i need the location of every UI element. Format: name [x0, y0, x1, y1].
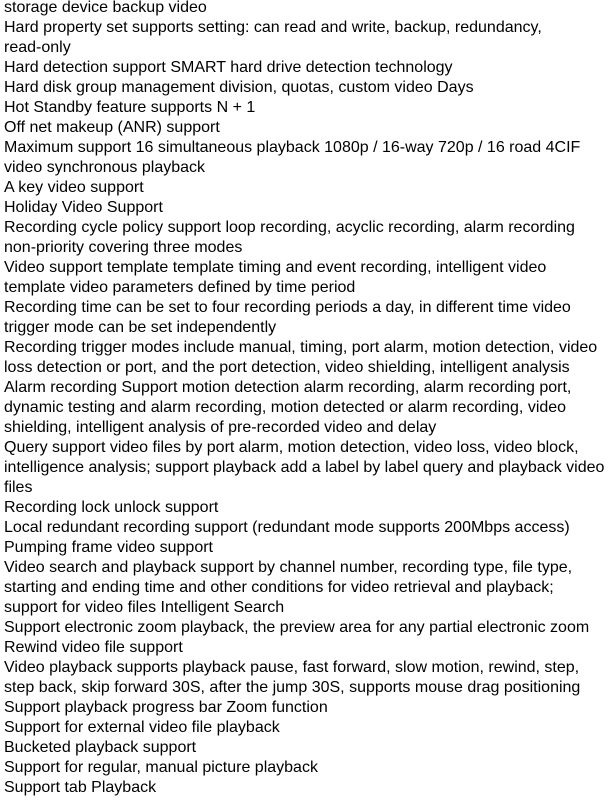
- feature-list-document: [4, 0, 607, 798]
- text-line: A key video support: [4, 179, 144, 196]
- text-line: support for video files Intelligent Search: [4, 599, 285, 616]
- text-line: Recording trigger modes include manual, timing, port alarm, motion detection, video: [4, 339, 598, 356]
- text-line: storage device backup video: [4, 0, 207, 16]
- text-line: Hard property set supports setting: can read and write, backup, redundancy,: [4, 19, 542, 36]
- text-line: Rewind video file support: [4, 639, 183, 656]
- text-line: loss detection or port, and the port detection, video shielding, intelligent analysis: [4, 359, 570, 376]
- text-line: Support tab Playback: [4, 779, 157, 796]
- text-line: Pumping frame video support: [4, 539, 213, 556]
- text-line: intelligence analysis; support playback add a label by label query and playback video: [4, 459, 605, 476]
- text-line: trigger mode can be set independently: [4, 319, 277, 336]
- text-line: Recording time can be set to four recording periods a day, in different time video: [4, 299, 571, 316]
- text-line: Hot Standby feature supports N + 1: [4, 99, 256, 116]
- text-line: non-priority covering three modes: [4, 239, 243, 256]
- text-line: Video playback supports playback pause, fast forward, slow motion, rewind, step,: [4, 659, 580, 676]
- text-line: Recording lock unlock support: [4, 499, 219, 516]
- text-line: template video parameters defined by time period: [4, 279, 356, 296]
- text-line: step back, skip forward 30S, after the jump 30S, supports mouse drag positioning: [4, 679, 581, 696]
- text-line: Support for external video file playback: [4, 719, 280, 736]
- text-line: starting and ending time and other conditions for video retrieval and playback;: [4, 579, 554, 596]
- text-line: Video support template template timing and event recording, intelligent video: [4, 259, 547, 276]
- text-line: Query support video files by port alarm, motion detection, video loss, video block,: [4, 439, 579, 456]
- text-line: Video search and playback support by channel number, recording type, file type,: [4, 559, 573, 576]
- text-line: Support for regular, manual picture playback: [4, 759, 318, 776]
- text-line: dynamic testing and alarm recording, motion detected or alarm recording, video: [4, 399, 567, 416]
- text-line: Maximum support 16 simultaneous playback 1080p / 16-way 720p / 16 road 4CIF: [4, 139, 581, 156]
- text-line: files: [4, 479, 33, 496]
- text-line: Alarm recording Support motion detection alarm recording, alarm recording port,: [4, 379, 572, 396]
- text-line: Off net makeup (ANR) support: [4, 119, 220, 136]
- text-line: Support electronic zoom playback, the preview area for any partial electronic zoom: [4, 619, 590, 636]
- text-line: video synchronous playback: [4, 159, 206, 176]
- text-line: Support playback progress bar Zoom function: [4, 699, 328, 716]
- text-line: shielding, intelligent analysis of pre-recorded video and delay: [4, 419, 437, 436]
- text-line: Hard disk group management division, quotas, custom video Days: [4, 79, 474, 96]
- text-line: read-only: [4, 39, 71, 56]
- text-line: Hard detection support SMART hard drive detection technology: [4, 59, 453, 76]
- text-line: Local redundant recording support (redundant mode supports 200Mbps access): [4, 519, 570, 536]
- text-line: Bucketed playback support: [4, 739, 197, 756]
- text-line: Holiday Video Support: [4, 199, 163, 216]
- text-line: Recording cycle policy support loop recording, acyclic recording, alarm recording: [4, 219, 575, 236]
